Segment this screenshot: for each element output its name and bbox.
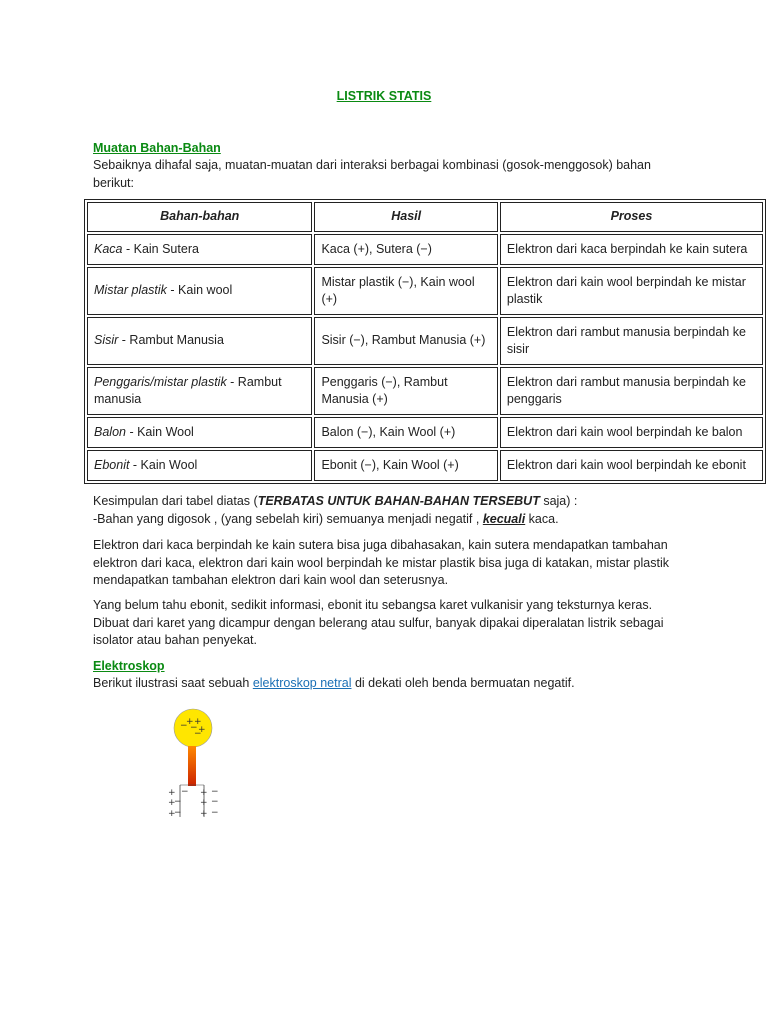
material-1: Sisir [94,333,119,348]
charge-minus: − [174,808,182,818]
charge-minus: − [211,787,219,797]
material-2: - Kain wool [166,283,233,298]
paragraph-electron-transfer: Elektron dari kaca berpindah ke kain sutera bisa juga dibahasakan, kain sutera mendapatkan tambahan elektron dari kaca, elektron dari kain wool berpindah ke mistar plastik bisa juga di katakan, mistar plastik mendapatkan tambahan elektron dari kain wool dan seterusnya. [93,538,669,587]
cell-bahan [87,417,312,448]
cell-hasil: Mistar plastik (−), Kain wool (+) [314,267,497,315]
charge-minus: − [190,723,198,733]
cell-hasil: Kaca (+), Sutera (−) [314,234,497,265]
table-row [87,267,763,315]
table-header-row [87,202,763,232]
electroscope-rod [188,746,196,786]
header-proses: Proses [500,202,763,232]
conclusion-line1-bold: TERBATAS UNTUK BAHAN-BAHAN TERSEBUT [257,494,540,508]
material-1: Penggaris/mistar plastik [94,374,227,389]
charge-minus: − [211,797,219,807]
section-intro: Sebaiknya dihafal saja, muatan-muatan dari interaksi berbagai kombinasi (gosok-menggosok) bahan berikut: [93,158,651,190]
charge-plus: + [168,788,176,798]
cell-bahan [87,267,312,315]
cell-hasil: Penggaris (−), Rambut Manusia (+) [314,367,497,415]
charge-plus: + [186,717,194,727]
section-heading-muatan: Muatan Bahan-Bahan [93,141,221,155]
cell-bahan [87,317,312,365]
material-2: - Kain Wool [125,424,194,439]
table-row [87,317,763,365]
conclusion-paragraph [93,493,733,528]
charge-plus: + [200,809,208,819]
charge-plus: + [168,798,176,808]
charge-plus: + [198,725,206,735]
material-2: - Rambut manusia [94,374,282,406]
cell-proses: Elektron dari kaca berpindah ke kain sutera [500,234,763,265]
material-2: - Kain Sutera [122,241,199,256]
table-row [87,367,763,415]
conclusion-line1-pre: Kesimpulan dari tabel diatas ( [93,494,258,508]
charge-plus: + [200,798,208,808]
header-hasil: Hasil [314,202,497,232]
charges-table [84,199,766,484]
cell-hasil: Balon (−), Kain Wool (+) [314,417,497,448]
material-1: Balon [94,424,126,439]
elektroskop-paragraph [93,675,693,693]
paragraph-ebonit: Yang belum tahu ebonit, sedikit informasi, ebonit itu sebangsa karet vulkanisir yang teksturnya keras. Dibuat dari karet yang dicampur dengan belerang atau sulfur, banyak dipakai diperalatan listrik sebagai isolator atau bahan penyekat. [93,598,664,647]
cell-bahan [87,234,312,265]
cell-proses: Elektron dari kain wool berpindah ke mistar plastik [500,267,763,315]
cell-proses: Elektron dari kain wool berpindah ke balon [500,417,763,448]
leaf-charges [168,787,219,819]
charge-minus: − [180,721,188,731]
cell-proses: Elektron dari rambut manusia berpindah ke penggaris [500,367,763,415]
material-2: - Kain Wool [129,457,198,472]
charge-minus: − [194,729,202,739]
charge-plus: + [194,717,202,727]
material-1: Mistar plastik [94,283,167,298]
page-title: LISTRIK STATIS [336,89,432,103]
table-row [87,417,763,448]
charge-plus: + [168,809,176,819]
cell-proses: Elektron dari kain wool berpindah ke ebonit [500,450,763,481]
conclusion-line1-post: saja) : [539,494,578,508]
material-1: Kaca [94,241,123,256]
table-row [87,234,763,265]
cell-bahan [87,367,312,415]
charge-minus: − [174,797,182,807]
charge-minus: − [211,808,219,818]
elektroskop-text-pre: Berikut ilustrasi saat sebuah [93,676,253,690]
cell-proses: Elektron dari rambut manusia berpindah ke sisir [500,317,763,365]
conclusion-line2-pre: -Bahan yang digosok , (yang sebelah kiri) semuanya menjadi negatif , [93,511,483,526]
electroscope-illustration [160,706,230,826]
elektroskop-netral-link[interactable]: elektroskop netral [252,676,352,690]
cell-hasil: Sisir (−), Rambut Manusia (+) [314,317,497,365]
elektroskop-text-post: di dekati oleh benda bermuatan negatif. [351,676,575,690]
conclusion-line2-post: kaca. [525,511,559,526]
table-row [87,450,763,481]
cell-bahan [87,450,312,481]
charge-plus: + [200,788,208,798]
conclusion-line2-bold: kecuali [482,511,526,526]
material-1: Ebonit [94,457,130,472]
cell-hasil: Ebonit (−), Kain Wool (+) [314,450,497,481]
charge-minus: − [181,787,189,797]
material-2: - Rambut Manusia [118,333,224,348]
section-heading-elektroskop: Elektroskop [93,659,165,673]
header-bahan: Bahan-bahan [87,202,312,232]
